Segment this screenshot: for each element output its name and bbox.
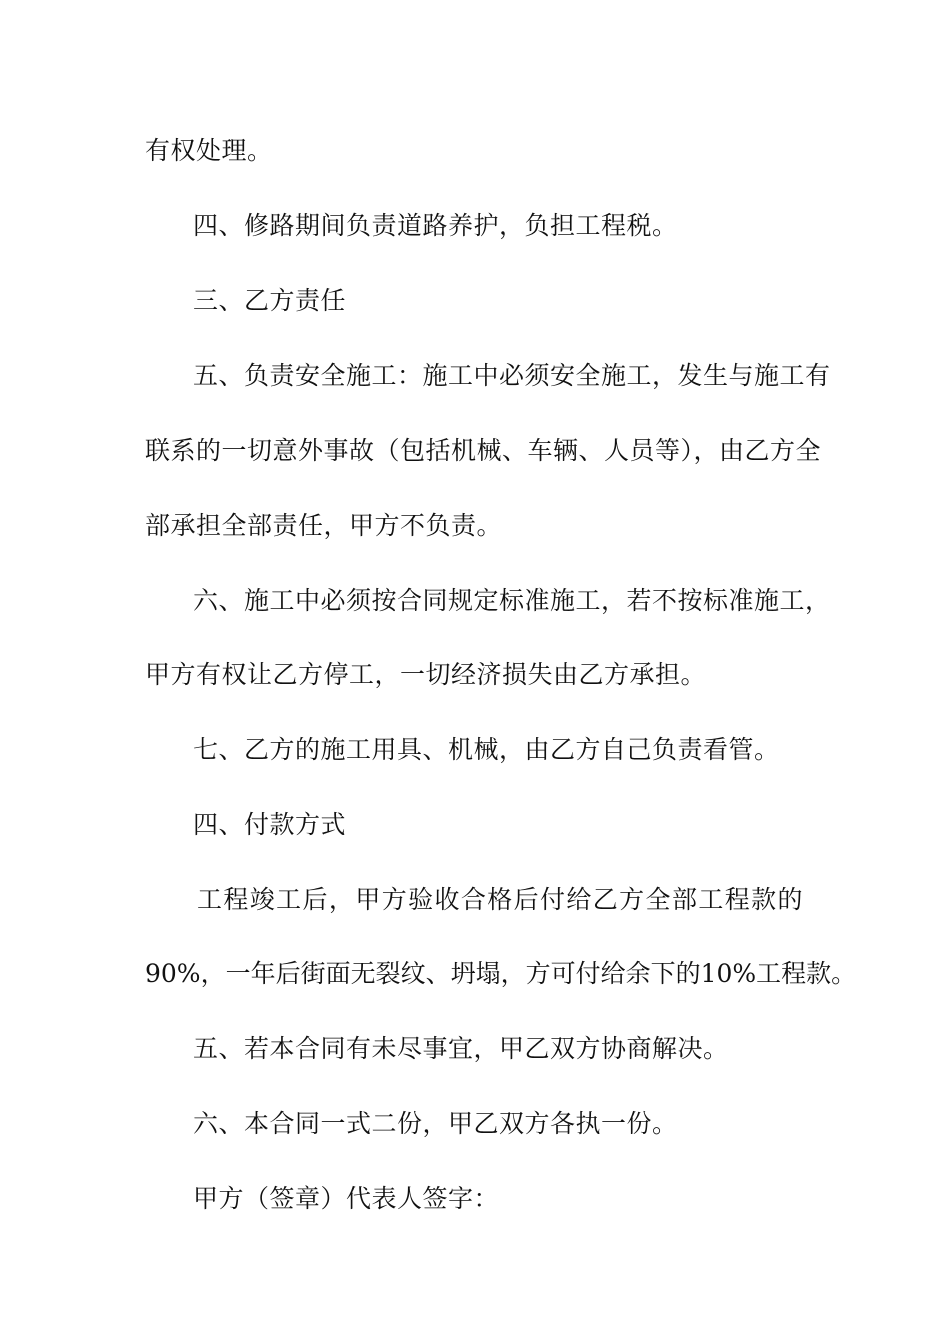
text-line: 联系的一切意外事故（包括机械、车辆、人员等），由乙方全 bbox=[145, 436, 822, 465]
text-line: 五、负责安全施工：施工中必须安全施工，发生与施工有 bbox=[193, 361, 831, 390]
section-heading: 三、乙方责任 bbox=[193, 286, 347, 315]
signature-line: 甲方（签章）代表人签字： bbox=[193, 1184, 500, 1213]
text-line: 五、若本合同有未尽事宜，甲乙双方协商解决。 bbox=[193, 1034, 729, 1063]
text-line: 六、本合同一式二份，甲乙双方各执一份。 bbox=[193, 1109, 678, 1138]
text-line: 有权处理。 bbox=[145, 136, 273, 165]
text-line: 七、乙方的施工用具、机械，由乙方自己负责看管。 bbox=[193, 735, 780, 764]
text-line: 六、施工中必须按合同规定标准施工，若不按标准施工， bbox=[193, 586, 831, 615]
text-line: 部承担全部责任，甲方不负责。 bbox=[145, 511, 503, 540]
text-line: 工程竣工后，甲方验收合格后付给乙方全部工程款的 bbox=[197, 885, 803, 914]
text-line: 90%，一年后街面无裂纹、坍塌，方可付给余下的10%工程款。 bbox=[145, 959, 857, 988]
text-line: 四、修路期间负责道路养护，负担工程税。 bbox=[193, 211, 678, 240]
text-line: 甲方有权让乙方停工，一切经济损失由乙方承担。 bbox=[145, 660, 707, 689]
section-heading: 四、付款方式 bbox=[193, 810, 347, 839]
